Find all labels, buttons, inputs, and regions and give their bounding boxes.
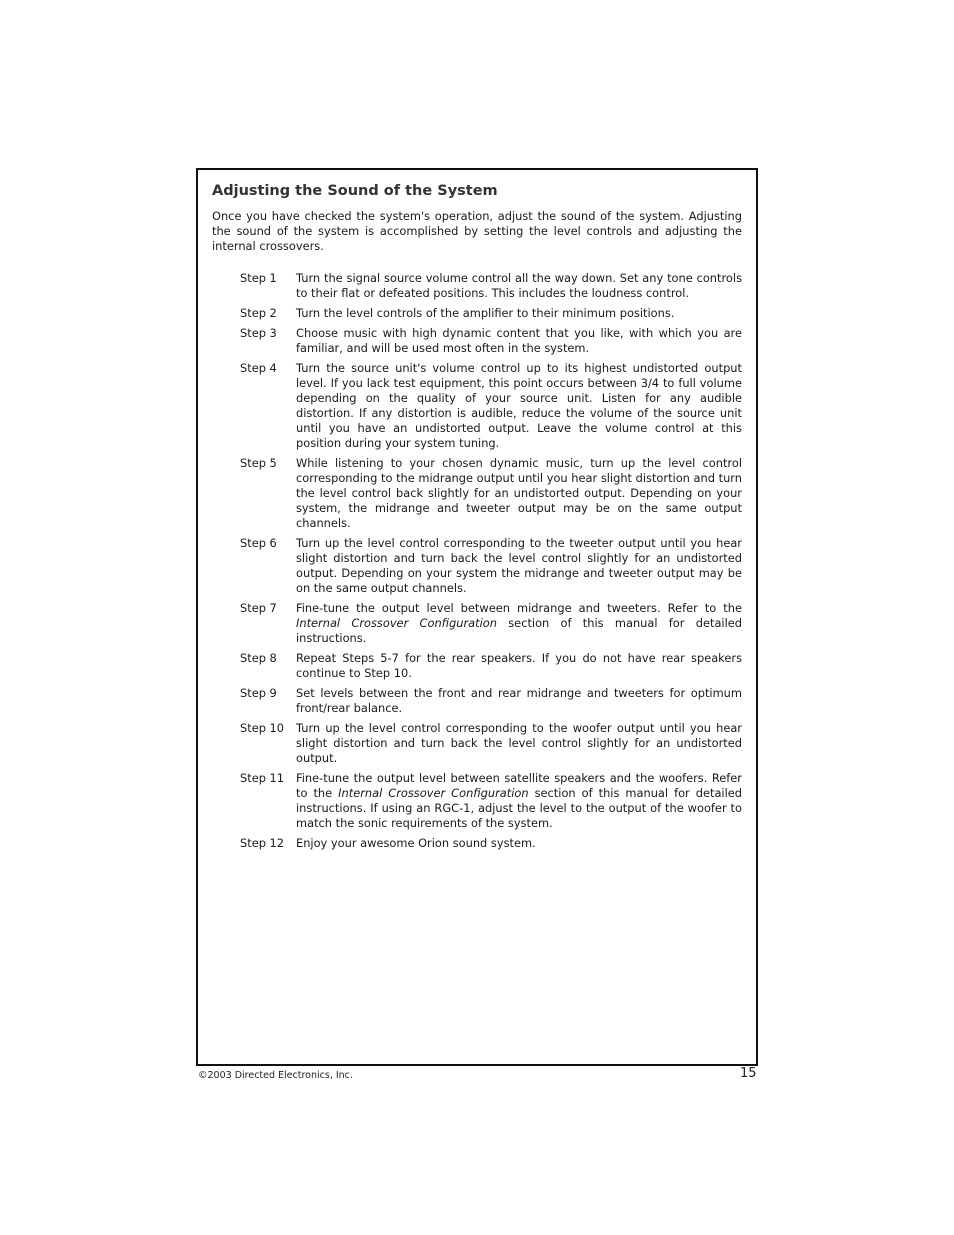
step-text: Choose music with high dynamic content that you like, with which you are familiar, and will be used most often in the system. (296, 326, 742, 355)
step-label: Step 4 (240, 361, 277, 375)
list-item (212, 271, 742, 301)
list-item (212, 686, 742, 716)
step-text: Fine-tune the output level between satellite speakers and the woofers. Refer to the Internal Crossover Configuration section of this manual for detailed instructions. If using an RGC-1, adjust the level to the output of the woofer to match the sonic requirements of the system. (296, 771, 743, 830)
section-intro: Once you have checked the system's operation, adjust the sound of the system. Adjusting the sound of the system is accomplished by setting the level controls and adjusting the internal crossovers. (212, 209, 742, 253)
list-item (212, 456, 742, 531)
step-text: Fine-tune the output level between midrange and tweeters. Refer to the Internal Crossover Configuration section of this manual for detailed instructions. (296, 601, 742, 645)
step-text: Turn the signal source volume control all the way down. Set any tone controls to their flat or defeated positions. This includes the loudness control. (296, 271, 742, 300)
list-item (212, 836, 742, 851)
step-label: Step 9 (240, 686, 277, 700)
step-text: Turn up the level control corresponding to the tweeter output until you hear slight distortion and turn back the level control slightly for an undistorted output. Depending on your system the midrange and tweeter output may be on the same output channels. (296, 536, 742, 595)
list-item (212, 361, 742, 451)
step-label: Step 8 (240, 651, 277, 665)
section-content (212, 180, 742, 856)
step-text: Enjoy your awesome Orion sound system. (296, 836, 536, 850)
crossover-reference: Internal Crossover Configuration (296, 616, 497, 630)
list-item (212, 651, 742, 681)
step-text: Turn the source unit's volume control up to its highest undistorted output level. If you lack test equipment, this point occurs between 3/4 to full volume depending on the quality of your source unit. Listen for any audible distortion. If any distortion is audible, reduce the volume of the source unit until you have an undistorted output. Leave the volume control at this position during your system tuning. (296, 361, 742, 450)
step-text: Set levels between the front and rear midrange and tweeters for optimum front/rear balance. (296, 686, 742, 715)
list-item (212, 601, 742, 646)
list-item (212, 771, 742, 831)
content-frame (196, 168, 758, 1066)
step-label: Step 5 (240, 456, 277, 470)
step-label: Step 6 (240, 536, 277, 550)
list-item (212, 306, 742, 321)
step-label: Step 3 (240, 326, 277, 340)
page-number: 15 (740, 1066, 757, 1081)
section-heading: Adjusting the Sound of the System (212, 183, 498, 199)
crossover-reference: Internal Crossover Configuration (338, 786, 529, 800)
step-label: Step 1 (240, 271, 277, 285)
step-label: Step 11 (240, 771, 285, 785)
step-label: Step 10 (240, 721, 285, 735)
step-label: Step 2 (240, 306, 277, 320)
list-item (212, 326, 742, 356)
list-item (212, 721, 742, 766)
step-text: While listening to your chosen dynamic music, turn up the level control corresponding to the midrange output until you hear slight distortion and turn the level control back slightly for an undistorted output. Depending on your system, the midrange and tweeter output may be on the same output channels. (296, 456, 742, 530)
step-text: Turn up the level control corresponding to the woofer output until you hear slight distortion and turn back the level control slightly for an undistorted output. (296, 721, 742, 765)
list-item (212, 536, 742, 596)
step-text: Repeat Steps 5-7 for the rear speakers. If you do not have rear speakers continue to Step 10. (296, 651, 742, 680)
copyright-notice: ©2003 Directed Electronics, Inc. (198, 1070, 353, 1081)
step-text: Turn the level controls of the amplifier to their minimum positions. (296, 306, 675, 320)
step-label: Step 12 (240, 836, 285, 850)
steps-list (212, 271, 742, 851)
step-label: Step 7 (240, 601, 277, 615)
